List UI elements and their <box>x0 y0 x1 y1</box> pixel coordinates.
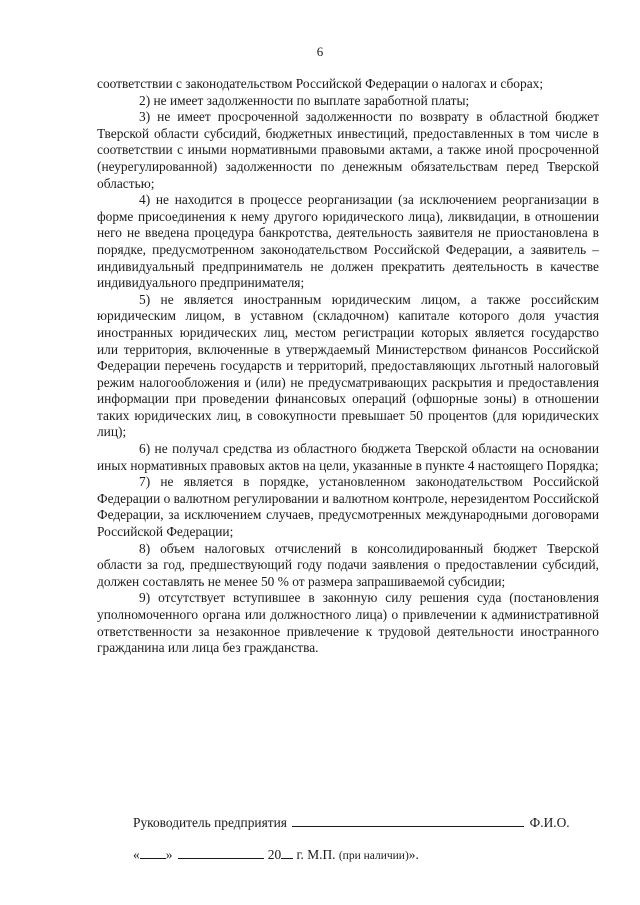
signature-line <box>133 814 603 831</box>
paragraph-7: 8) объем налоговых отчислений в консолидированный бюджет Тверской области за год, предшествующий году подачи заявления о предоставлении субсидий, должен составлять не менее 50 % от размера запрашиваемой субсидии; <box>97 540 599 589</box>
date-end: ». <box>408 847 419 862</box>
paragraph-1: 2) не имеет задолженности по выплате заработной платы; <box>139 92 470 108</box>
date-line <box>133 847 603 863</box>
page-number: 6 <box>316 44 324 59</box>
paragraph-2: 3) не имеет просроченной задолженности по возврату в областной бюджет Тверской области субсидий, бюджетных инвестиций, предоставленных в том числе в соответствии с иными нормативными правовыми актами, а также иной просроченной (неурегулированной) задолженности по денежным обязательствам перед Тверской областью; <box>97 109 599 191</box>
paragraph-3: 4) не находится в процессе реорганизации (за исключением реорганизации в форме присоединения к нему другого юридического лица), ликвидации, в отношении него не введена процедура банкротства, деятельность заявителя не приостановлена в порядке, предусмотренном законодательством Российской Федерации, а заявитель – индивидуальный предприниматель не должен прекратить деятельность в качестве индивидуального предпринимателя; <box>97 192 599 291</box>
stamp-note: (при наличии) <box>338 850 409 862</box>
date-open-quote: « <box>133 847 140 862</box>
date-century: 20 <box>267 847 282 862</box>
stamp-label: М.П. <box>307 847 336 862</box>
paragraph-5: 6) не получал средства из областного бюджета Тверской области на основании иных нормативных правовых актов на цели, указанные в пункте 4 настоящего Порядка; <box>97 441 599 473</box>
paragraph-4: 5) не является иностранным юридическим лицом, а также российским юридическим лицом, в уставном (складочном) капитале которого доля участия иностранных юридических лиц, местом регистрации которых является государство или территория, включенные в утверждаемый Министерством финансов Российской Федерации перечень государств и территорий, предоставляющих льготный налоговый режим налогообложения и (или) не предусматривающих раскрытия и предоставления информации при проведении финансовых операций (офшорные зоны) в отношении таких юридических лиц, в совокупности превышает 50 процентов (для юридических лиц); <box>97 291 599 440</box>
date-year-suffix: г. <box>293 847 304 862</box>
paragraph-8: 9) отсутствует вступившее в законную силу решения суда (постановления уполномоченного органа или должностного лица) о привлечении к административной ответственности за незаконное привлечение к трудовой деятельности иностранного гражданина или лица без гражданства. <box>97 590 599 656</box>
signature-blank <box>292 814 524 827</box>
signature-label: Руководитель предприятия <box>133 815 287 830</box>
date-close-quote: » <box>165 847 173 862</box>
year-blank <box>281 848 293 859</box>
signature-fio: Ф.И.О. <box>529 815 570 830</box>
month-blank <box>178 848 264 859</box>
paragraph-6: 7) не является в порядке, установленном законодательством Российской Федерации о валютном регулировании и валютном контроле, нерезидентом Российской Федерации, за исключением случаев, предусмотренных международными договорами Российской Федерации; <box>97 474 600 540</box>
paragraph-0: соответствии с законодательством Российской Федерации о налогах и сборах; <box>97 76 544 91</box>
document-body <box>97 76 599 657</box>
day-blank <box>140 848 166 859</box>
